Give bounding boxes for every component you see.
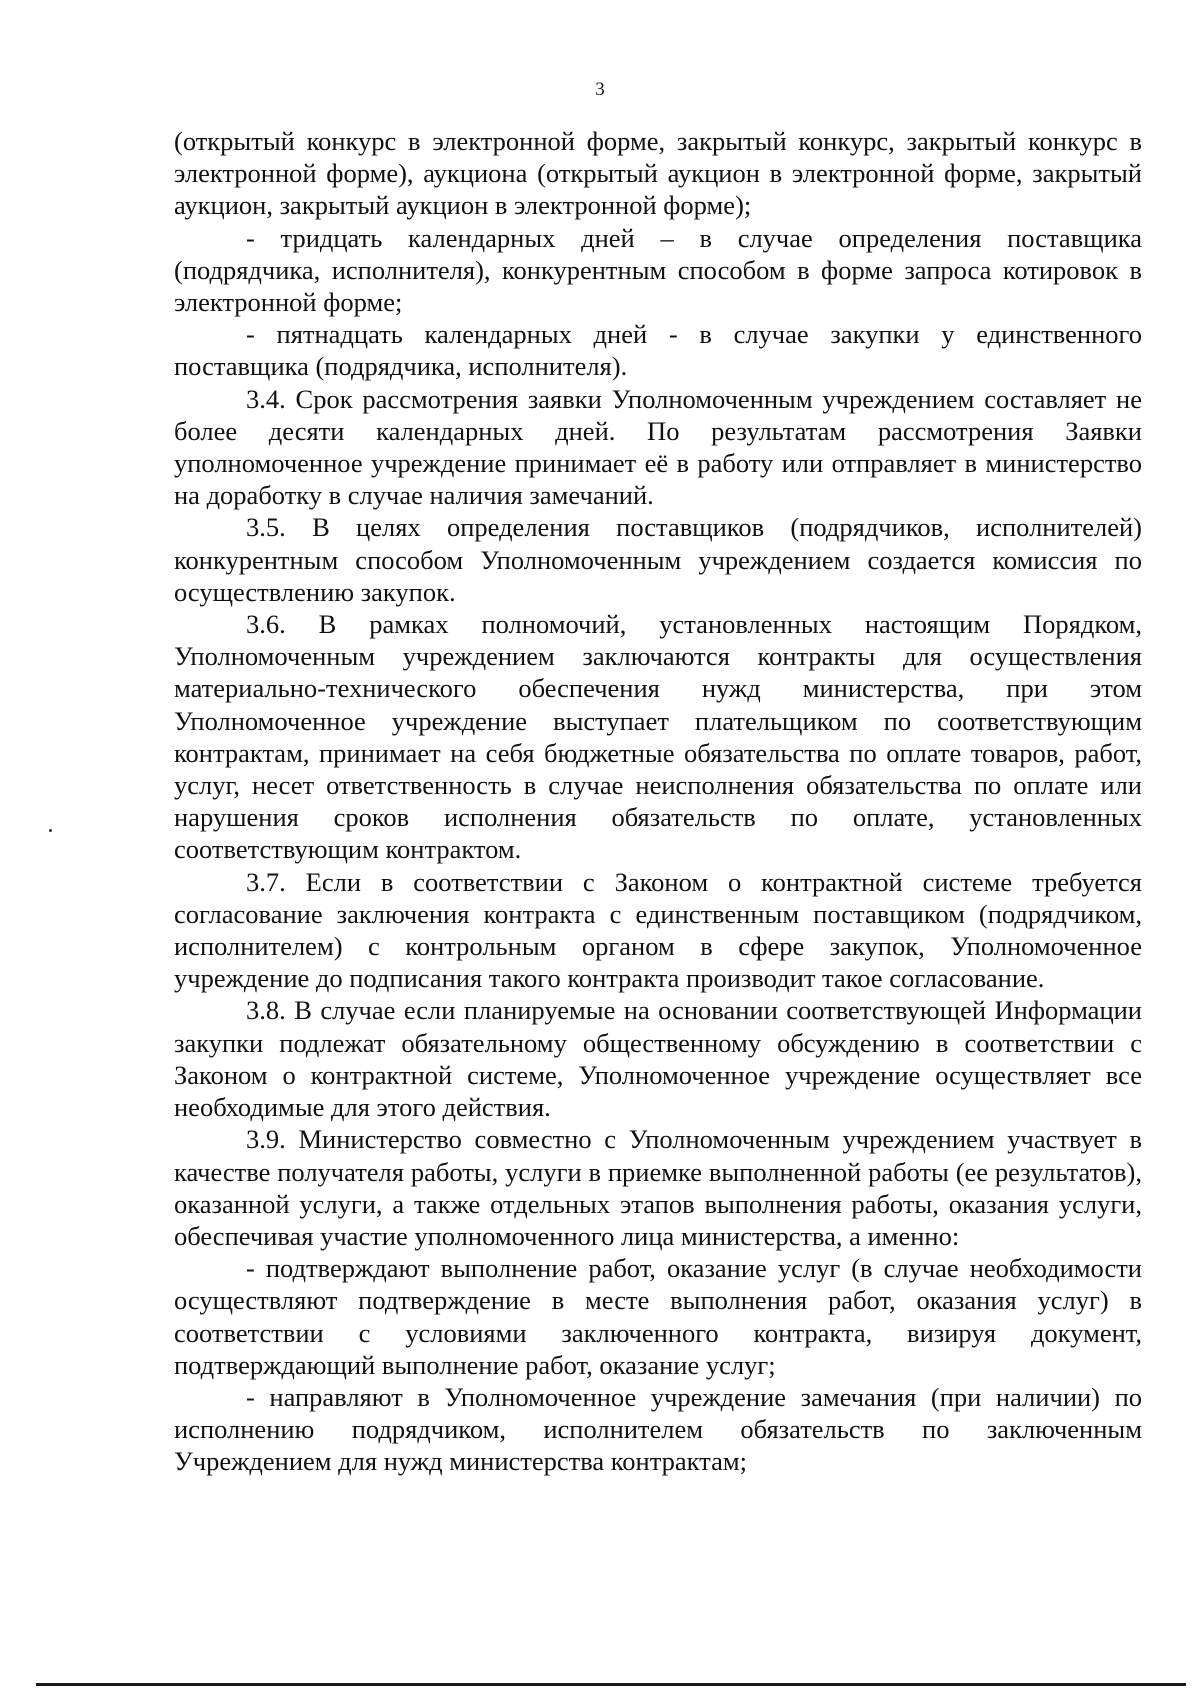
paragraph-fifteen-days: - пятнадцать календарных дней - в случае закупки у единственного поставщика (подрядчика, исполнителя). <box>174 319 1142 382</box>
bottom-rule <box>36 1683 1186 1686</box>
page-number: 3 <box>595 79 605 100</box>
paragraph-confirm-works: - подтверждают выполнение работ, оказание услуг (в случае необходимости осуществляют подтверждение в месте выполнения работ, оказания услуг) в соответствии с условиями заключенного контракта, визируя документ, подтверждающий выполнение работ, оказание услуг; <box>174 1253 1142 1380</box>
paragraph-continued: (открытый конкурс в электронной форме, закрытый конкурс, закрытый конкурс в электронной форме), аукциона (открытый аукцион в электронной форме, закрытый аукцион, закрытый аукцион в электронной форме); <box>174 126 1142 221</box>
paragraph-3-9: 3.9. Министерство совместно с Уполномоченным учреждением участвует в качестве получателя работы, услуги в приемке выполненной работы (ее результатов), оказанной услуги, а также отдельных этапов выполнения работы, оказания услуги, обеспечивая участие уполномоченного лица министерства, а именно: <box>174 1124 1142 1251</box>
scan-artifact-dot <box>49 829 52 832</box>
paragraph-thirty-days: - тридцать календарных дней – в случае определения поставщика (подрядчика, исполнителя), конкурентным способом в форме запроса котировок в электронной форме; <box>174 222 1142 318</box>
paragraph-3-5: 3.5. В целях определения поставщиков (подрядчиков, исполнителей) конкурентным способом Уполномоченным учреждением создается комиссия по осуществлению закупок. <box>174 512 1142 607</box>
paragraph-3-8: 3.8. В случае если планируемые на основании соответствующей Информации закупки подлежат обязательному общественному обсуждению в соответствии с Законом о контрактной системе, Уполномоченное учреждение осуществляет все необходимые для этого действия. <box>174 995 1142 1123</box>
paragraph-3-4: 3.4. Срок рассмотрения заявки Уполномоченным учреждением составляет не более десяти календарных дней. По результатам рассмотрения Заявки уполномоченное учреждение принимает её в работу или отправляет в министерство на доработку в случае наличия замечаний. <box>174 383 1142 511</box>
document-body <box>174 125 1142 1478</box>
paragraph-3-6: 3.6. В рамках полномочий, установленных настоящим Порядком, Уполномоченным учреждением заключаются контракты для осуществления материально-технического обеспечения нужд министерства, при этом Уполномоченное учреждение выступает плательщиком по соответствующим контрактам, принимает на себя бюджетные обязательства по оплате товаров, работ, услуг, несет ответственность в случае неисполнения обязательства по оплате или нарушения сроков исполнения обязательств по оплате, установленных соответствующим контрактом. <box>174 609 1142 865</box>
paragraph-send-remarks: - направляют в Уполномоченное учреждение замечания (при наличии) по исполнению подрядчиком, исполнителем обязательств по заключенным Учреждением для нужд министерства контрактам; <box>174 1381 1142 1477</box>
paragraph-3-7: 3.7. Если в соответствии с Законом о контрактной системе требуется согласование заключения контракта с единственным поставщиком (подрядчиком, исполнителем) с контрольным органом в сфере закупок, Уполномоченное учреждение до подписания такого контракта производит такое согласование. <box>174 866 1142 994</box>
